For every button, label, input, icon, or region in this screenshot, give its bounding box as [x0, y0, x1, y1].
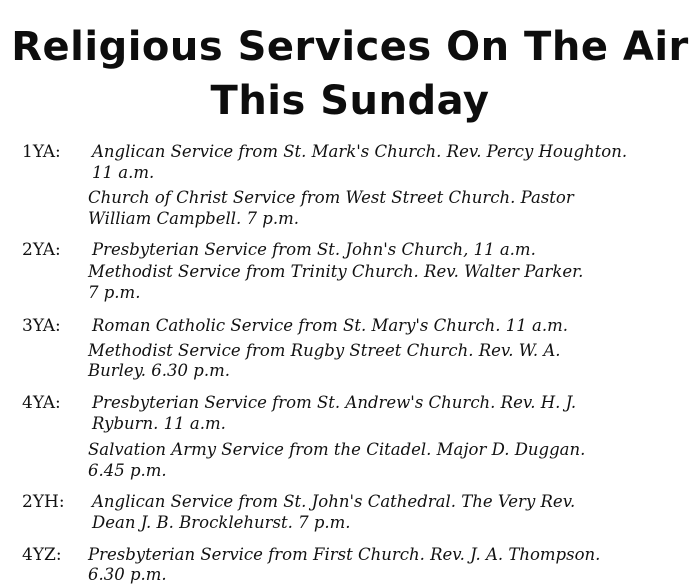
station-callsign: 4YZ:: [22, 545, 62, 565]
service-text-line: Salvation Army Service from the Citadel. Major D. Duggan.: [88, 440, 586, 459]
service-text-line: 11 a.m.: [92, 163, 155, 182]
service-text-line: Methodist Service from Trinity Church. Rev. Walter Parker.: [88, 262, 584, 281]
station-callsign: 3YA:: [22, 316, 61, 336]
station-callsign: 2YH:: [22, 492, 65, 512]
service-text-line: 6.45 p.m.: [88, 461, 167, 480]
service-text-line: Roman Catholic Service from St. Mary's Church. 11 a.m.: [92, 316, 568, 335]
service-text-line: Presbyterian Service from St. Andrew's Church. Rev. H. J.: [92, 393, 577, 412]
service-text-line: 6.30 p.m.: [88, 565, 167, 584]
service-text-line: William Campbell. 7 p.m.: [88, 209, 299, 228]
service-text-line: Presbyterian Service from First Church. Rev. J. A. Thompson.: [88, 545, 601, 564]
station-callsign: 1YA:: [22, 142, 61, 162]
headline-line-2: This Sunday: [210, 78, 490, 124]
headline-line-1: Religious Services On The Air: [11, 24, 689, 70]
service-text-line: Dean J. B. Brocklehurst. 7 p.m.: [92, 513, 351, 532]
station-callsign: 2YA:: [22, 240, 61, 260]
service-text-line: Methodist Service from Rugby Street Church. Rev. W. A.: [88, 341, 561, 360]
service-text-line: 7 p.m.: [88, 283, 141, 302]
service-text-line: Church of Christ Service from West Street Church. Pastor: [88, 188, 574, 207]
service-text-line: Anglican Service from St. Mark's Church. Rev. Percy Houghton.: [92, 142, 628, 161]
service-text-line: Ryburn. 11 a.m.: [92, 414, 226, 433]
station-callsign: 4YA:: [22, 393, 61, 413]
service-text-line: Anglican Service from St. John's Cathedral. The Very Rev.: [92, 492, 576, 511]
service-text-line: Burley. 6.30 p.m.: [88, 361, 230, 380]
service-text-line: Presbyterian Service from St. John's Church, 11 a.m.: [92, 240, 536, 259]
